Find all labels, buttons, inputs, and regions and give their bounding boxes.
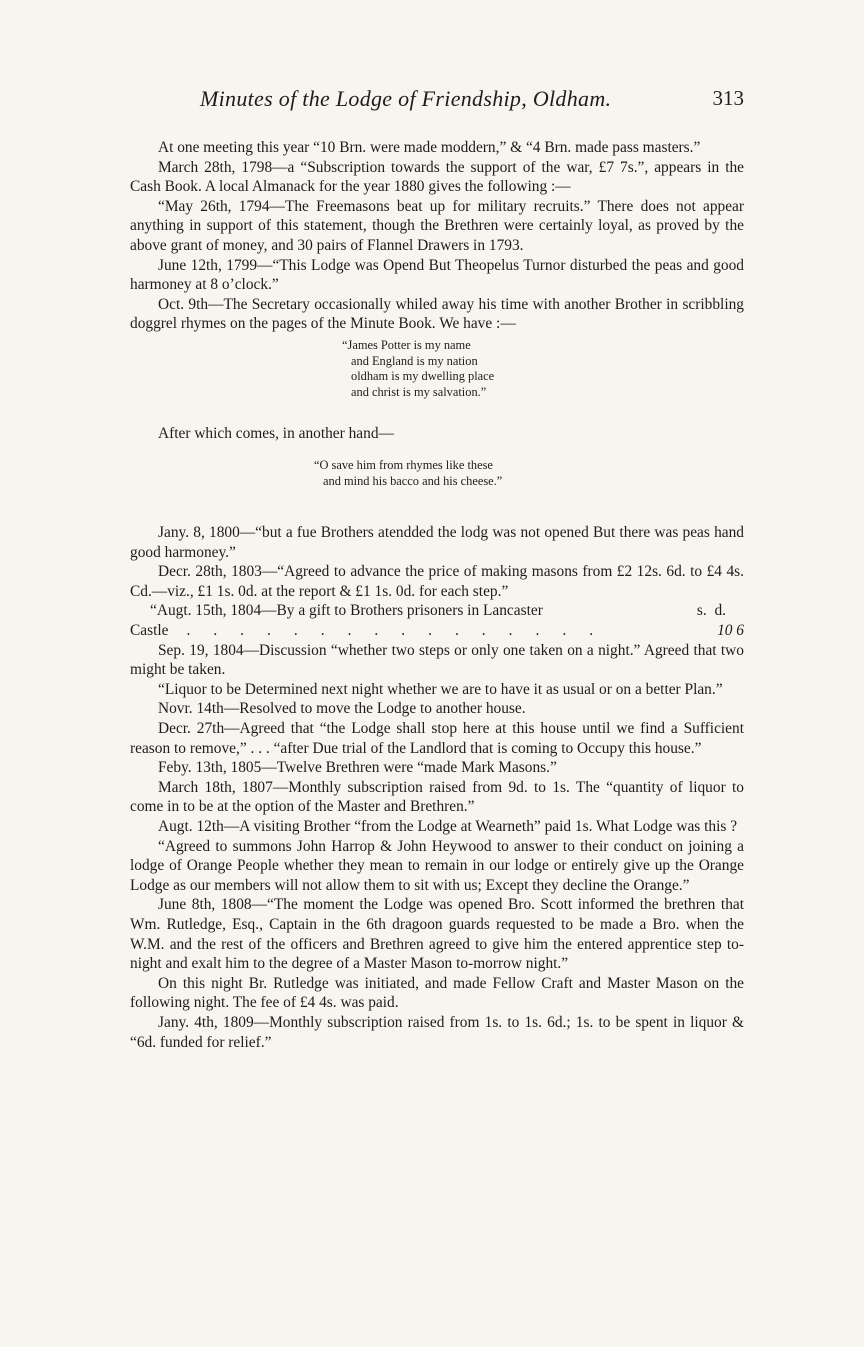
paragraph: Decr. 28th, 1803—“Agreed to advance the price of making masons from £2 12s. 6d. to £4 4s. Cd.—viz., £1 1s. 0d. at the report & £1 1s. 0d. for each step.” [130,563,744,600]
ledger-entry-label: Castle [130,622,169,640]
verse-line: “O save him from rhymes like these [314,457,493,472]
paragraph: Oct. 9th—The Secretary occasionally whiled away his time with another Brother in scribbling doggrel rhymes on the pages of the Minute Book. We have :— [130,295,744,333]
ledger-entry-row [130,621,744,641]
paragraph: March 18th, 1807—Monthly subscription raised from 9d. to 1s. The “quantity of liquor to come in to be at the option of the Master and Brethren.” [130,778,744,816]
paragraph: Augt. 12th—A visiting Brother “from the Lodge at Wearneth” paid 1s. What Lodge was this ? [158,818,738,835]
paragraph: March 28th, 1798—a “Subscription towards the support of the war, £7 7s.”, appears in the Cash Book. A local Almanack for the year 1880 gives the following :— [130,158,744,196]
verse-line: and christ is my salvation.” [351,384,487,399]
paragraph: Feby. 13th, 1805—Twelve Brethren were “made Mark Masons.” [158,759,557,777]
verse-line: “James Potter is my name [342,337,471,352]
paragraph: Novr. 14th—Resolved to move the Lodge to another house. [158,700,526,718]
paragraph: June 8th, 1808—“The moment the Lodge was opened Bro. Scott informed the brethren that Wm. Rutledge, Esq., Captain in the 6th dragoon guards requested to be made a Bro. when the W.M. and the rest of the officers and Brethren agreed to give him the entered apprentice step to-night and exalt him to the degree of a Master Mason to-morrow night.” [130,896,744,973]
paragraph: “Agreed to summons John Harrop & John Heywood to answer to their conduct on joining a lodge of Orange People whether they mean to remain in our lodge or entirely give up the Orange Lodge as our members will not allow them to sit with us; Except they decline the Orange.” [130,837,744,894]
paragraph: Sep. 19, 1804—Discussion “whether two steps or only one taken on a night.” Agreed that two might be taken. [130,641,744,679]
paragraph: “May 26th, 1794—The Freemasons beat up for military recruits.” There does not appear anything in support of this statement, though the Brethren were certainly loyal, as proved by the above grant of money, and 30 pairs of Flannel Drawers in 1793. [130,197,744,254]
running-head-title: Minutes of the Lodge of Friendship, Oldham. [200,86,612,111]
paragraph: On this night Br. Rutledge was initiated, and made Fellow Craft and Master Mason on the following night. The fee of £4 4s. was paid. [130,974,744,1012]
running-head [130,86,744,118]
verse-james-potter [130,338,744,400]
paragraph: After which comes, in another hand— [158,425,394,443]
paragraph: Decr. 27th—Agreed that “the Lodge shall stop here at this house until we find a Sufficient reason to remove,” . . . “after Due trial of the Landlord that is coming to Occupy this house.” [130,720,744,757]
verse-line: and England is my nation [351,353,478,368]
paragraph: At one meeting this year “10 Brn. were made moddern,” & “4 Brn. made pass masters.” [158,139,701,156]
verse-line: oldham is my dwelling place [351,369,495,384]
ledger-column-heads: s. d. [696,602,726,620]
paragraph: June 12th, 1799—“This Lodge was Opend But Theopelus Turnor disturbed the peas and good harmoney at 8 o’clock.” [130,256,744,294]
ledger-entry-head [130,601,744,621]
ledger-amount: 10 6 [717,622,744,640]
paragraph: Jany. 8, 1800—“but a fue Brothers atendded the lodg was not opened But there was peas hand good harmoney.” [130,524,744,561]
page-number: 313 [712,86,744,110]
article-body [130,138,744,1052]
paragraph: Jany. 4th, 1809—Monthly subscription raised from 1s. to 1s. 6d.; 1s. to be spent in liquor & “6d. funded for relief.” [130,1013,744,1051]
verse-rhymes [130,458,744,489]
ledger-entry-text: “Augt. 15th, 1804—By a gift to Brothers prisoners in Lancaster [150,602,543,620]
verse-line: and mind his bacco and his cheese.” [323,473,503,488]
leader-dots: ................ [186,622,617,640]
paragraph: “Liquor to be Determined next night whether we are to have it as usual or on a better Plan.” [158,680,723,698]
